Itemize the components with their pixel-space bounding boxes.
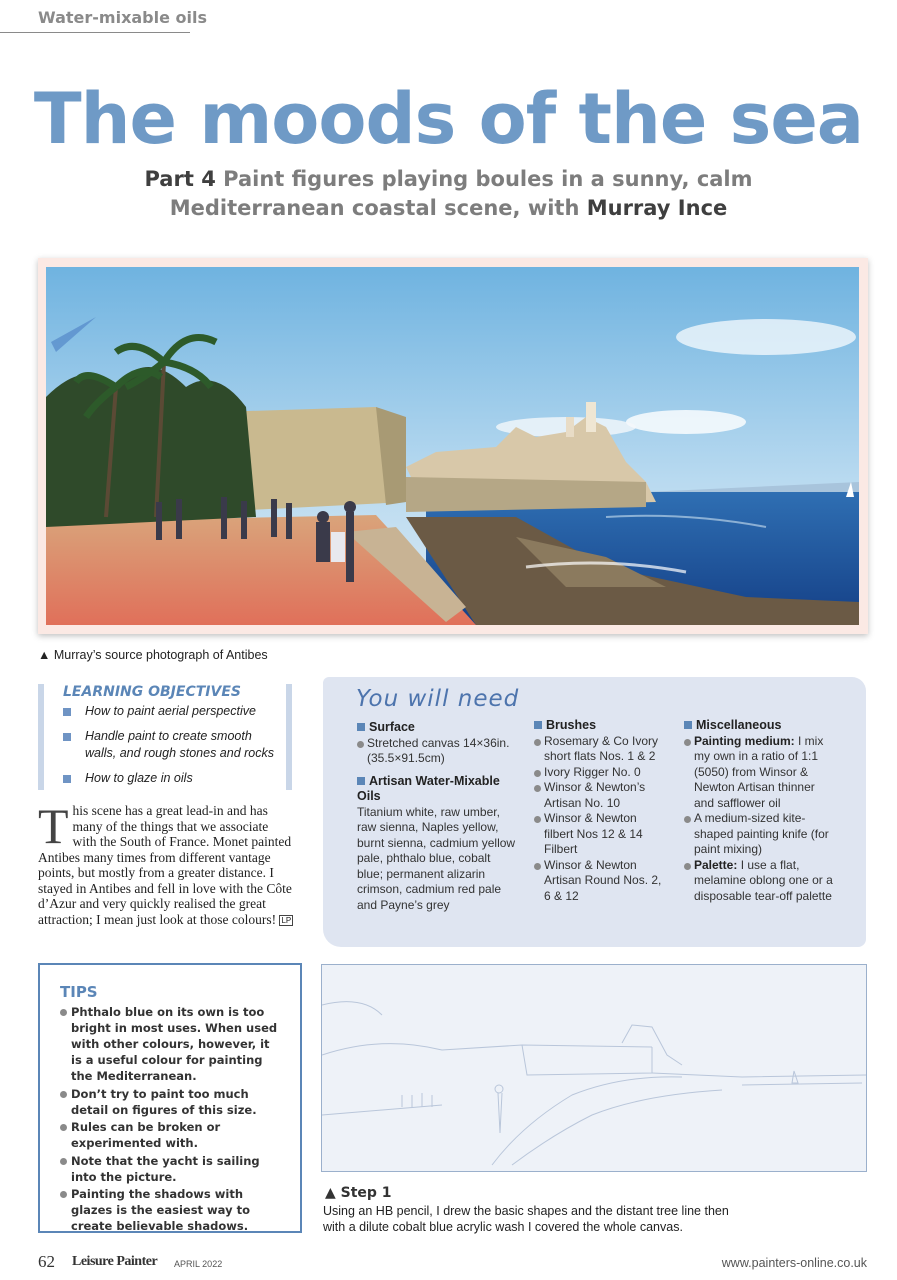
tip-item: Phthalo blue on its own is too bright in most uses. When used with other colours, however, it is a useful colour for painting the Mediterranean.: [60, 1004, 282, 1084]
oils-heading: Artisan Water-Mixable Oils: [357, 774, 517, 805]
objective-item: Handle paint to create smooth walls, and rough stones and rocks: [63, 728, 286, 762]
magazine-name: Leisure Painter: [72, 1254, 158, 1269]
misc-knife: A medium-sized kite-shaped painting knife (for paint mixing): [684, 811, 834, 858]
brush-item: Winsor & Newton filbert Nos 12 & 14 Filbert: [534, 811, 669, 858]
intro-paragraph: [38, 798, 294, 927]
step1-title: ▲ Step 1: [325, 1185, 392, 1201]
step1-text: Using an HB pencil, I drew the basic shapes and the distant tree line then with a dilute cobalt blue acrylic wash I covered the whole canvas.: [323, 1204, 729, 1234]
subtitle-line1: Paint figures playing boules in a sunny, calm: [223, 167, 753, 191]
step1-image: [321, 964, 867, 1172]
tip-item: Don’t try to paint too much detail on figures of this size.: [60, 1086, 282, 1118]
brush-item: Winsor & Newton Artisan Round Nos. 2, 6 & 12: [534, 858, 669, 905]
part-label: Part 4: [144, 167, 216, 191]
brush-item: Rosemary & Co Ivory short flats Nos. 1 & 2: [534, 734, 669, 765]
author-name: Murray Ince: [586, 196, 728, 220]
tips-box: [38, 963, 302, 1233]
medium-text: I mix my own in a ratio of 1:1 (5050) from Winsor & Newton Artisan thinner and safflower oil: [694, 733, 824, 810]
article-subtitle: [0, 165, 897, 223]
objective-item: How to glaze in oils: [63, 770, 286, 787]
tip-item: Painting the shadows with glazes is the easiest way to create believable shadows.: [60, 1186, 282, 1234]
end-mark-icon: LP: [281, 915, 292, 925]
section-tag: Water-mixable oils: [38, 8, 208, 27]
need-column-surface-oils: [357, 720, 517, 913]
need-column-brushes: [534, 718, 669, 904]
palette-label: Palette:: [694, 857, 738, 872]
page-number: 62: [38, 1252, 55, 1271]
learning-objectives: [38, 684, 292, 790]
subtitle-line2: Mediterranean coastal scene, with: [169, 196, 580, 220]
tip-item: Rules can be broken or experimented with.: [60, 1119, 282, 1151]
need-column-misc: [684, 718, 834, 904]
medium-label: Painting medium:: [694, 733, 795, 748]
photo-caption: ▲ Murray’s source photograph of Antibes: [38, 648, 268, 662]
drop-cap: T: [38, 798, 69, 854]
misc-heading: Miscellaneous: [684, 718, 834, 734]
step1-title-text: Step 1: [340, 1185, 392, 1201]
misc-medium: [684, 734, 834, 812]
objective-item: How to paint aerial perspective: [63, 703, 286, 720]
source-photo: [38, 258, 868, 634]
misc-palette: [684, 858, 834, 905]
antibes-photo: [46, 267, 859, 625]
article-title: The moods of the sea: [33, 78, 864, 160]
brush-item: Ivory Rigger No. 0: [534, 765, 669, 781]
intro-text: his scene has a great lead-in and has many of the things that we associate with the South of France. Monet painted Antibes many times from different vantage points, but mostly from a greater distance. I stayed in Antibes and fell in love with the Côte d’Azur and very quickly realised the great attraction; I mean just look at those colours!: [38, 803, 292, 927]
photo-caption-text: Murray’s source photograph of Antibes: [53, 648, 268, 662]
brushes-heading: Brushes: [534, 718, 669, 734]
learning-objectives-list: [63, 703, 286, 787]
section-rule: [0, 32, 190, 33]
you-will-need-title: You will need: [356, 686, 520, 712]
tips-title: TIPS: [60, 983, 98, 1001]
tips-list: [60, 1004, 282, 1234]
palette-text: I use a flat, melamine oblong one or a disposable tear-off palette: [694, 857, 833, 903]
surface-item: Stretched canvas 14×36in. (35.5×91.5cm): [357, 736, 517, 767]
issue-date: APRIL 2022: [174, 1259, 223, 1269]
brush-item: Winsor & Newton’s Artisan No. 10: [534, 780, 669, 811]
tip-item: Note that the yacht is sailing into the picture.: [60, 1153, 282, 1185]
oils-list: Titanium white, raw umber, raw sienna, Naples yellow, burnt sienna, cadmium yellow pale, phthalo blue, cobalt blue; permanent alizarin crimson, cadmium red pale and Payne’s grey: [357, 804, 516, 912]
website-url: www.painters-online.co.uk: [721, 1256, 867, 1270]
surface-heading: Surface: [357, 720, 517, 736]
pencil-sketch: [322, 965, 866, 1171]
learning-objectives-title: LEARNING OBJECTIVES: [63, 684, 241, 700]
